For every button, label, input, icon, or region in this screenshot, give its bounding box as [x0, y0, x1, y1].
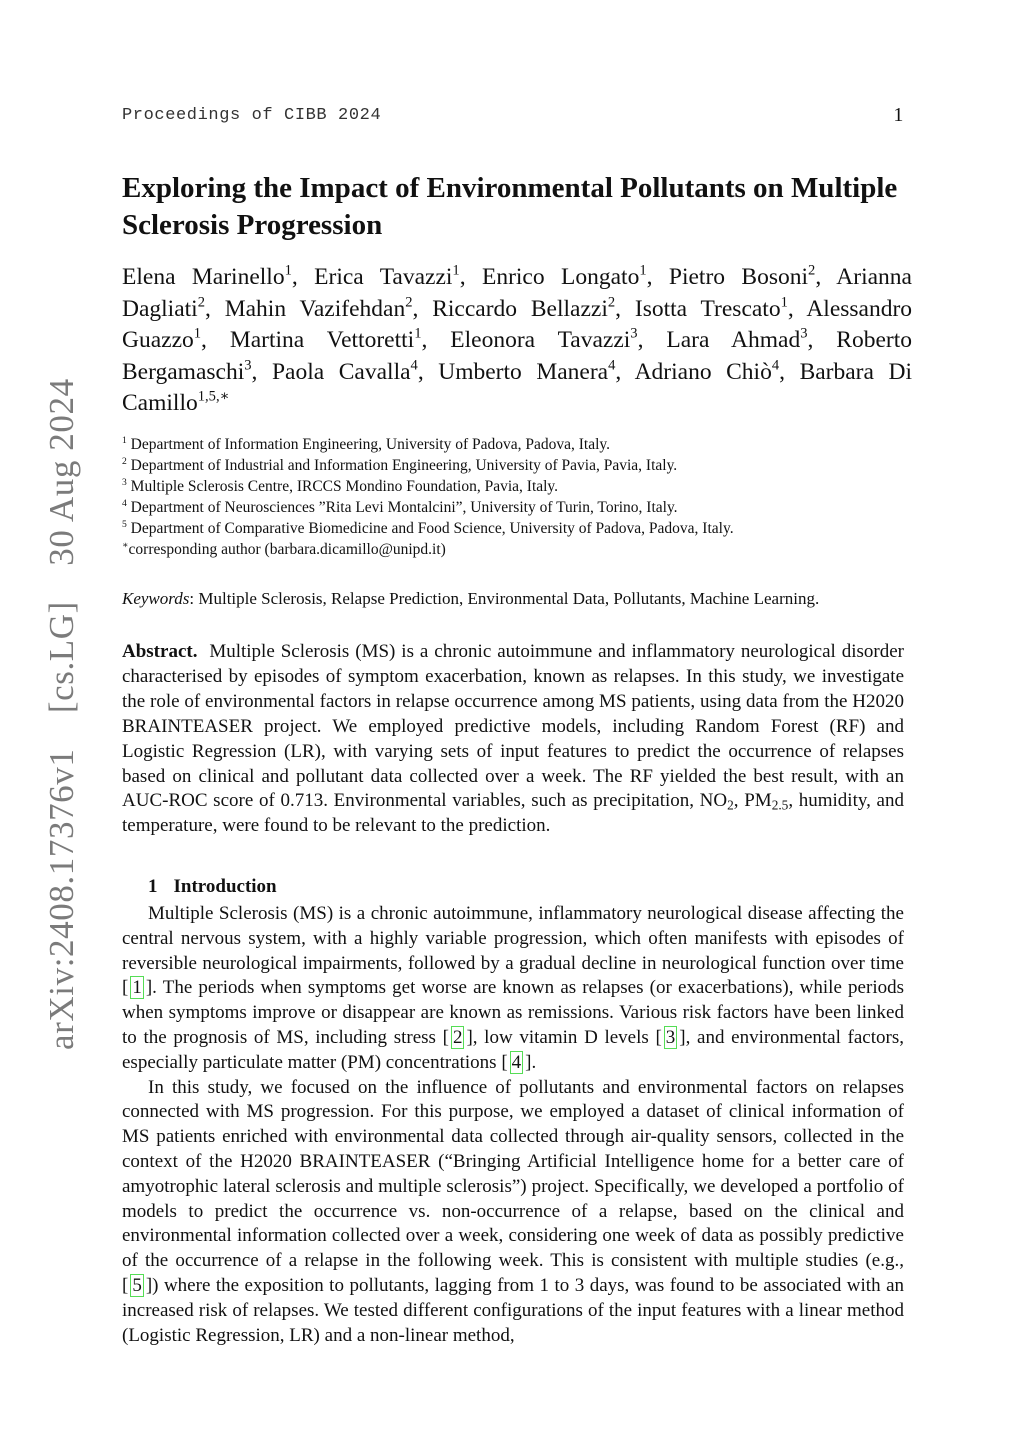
author — [438, 359, 615, 385]
affiliation-marker: 2 — [808, 262, 816, 279]
section-title: Introduction — [173, 876, 277, 897]
abstract-label: Abstract. — [122, 641, 198, 662]
affiliation-mark: ∗ — [122, 539, 129, 551]
affiliation-marker: 3 — [630, 325, 638, 342]
author — [450, 327, 637, 353]
author — [314, 264, 460, 290]
affiliation-marker: 1 — [414, 325, 422, 342]
affiliation-item — [122, 455, 912, 476]
affiliation-marker: 1 — [452, 262, 460, 279]
arxiv-date: 30 Aug 2024 — [42, 378, 81, 566]
keywords-label: Keywords — [122, 589, 190, 608]
abstract — [122, 640, 904, 839]
author-name: Elena Marinello — [122, 264, 285, 290]
paragraph-text: In this study, we focused on the influence of pollutants and environmental factors on relapses connected with MS progression. For this purpose, we employed a dataset of clinical information of MS patients enriched with environmental data collected through air-quality sensors, collected in the context of the H2020 BRAINTEASER (“Bringing Artificial Intelligence home for a better care of amyotrophic lateral sclerosis and multiple sclerosis”) project. Specifically, we developed a portfolio of models to predict the occurrence vs. non-occurrence of a relapse, based on the clinical and environmental information collected over a week, considering one week of data as possibly predictive of the occurrence of a relapse in the following week. This is consistent with multiple studies (e.g., — [122, 1076, 904, 1272]
affiliation-marker: 2 — [197, 294, 205, 311]
author-name: Roberto Bergamaschi — [122, 327, 913, 385]
abstract-text: , PM — [733, 790, 772, 812]
paragraph-text: , and environmental factors, especially particulate matter (PM) concentrations — [122, 1026, 904, 1073]
page-number: 1 — [893, 104, 904, 126]
affiliation-text: Department of Information Engineering, University of Padova, Padova, Italy. — [130, 436, 611, 453]
paragraph-text: Multiple Sclerosis (MS) is a chronic autoimmune, inflammatory neurological disease affecting the central nervous system, with a highly variable progression, which often manifests with episodes of reversible neurological impairments, followed by a gradual decline in neurological function over time — [122, 903, 904, 974]
author-list: Elena Marinello$^1$, Erica Tavazzi$^1$, Enrico Longato$^1$, Pietro Bosoni$^2$, Arianna Dagliati$^2$, Mahin Vazifehdan$^2$, Riccardo Bellazzi$^2$, Isotta Trescato$^1$, Alessandro Guazzo$^1$, Martina Vettoretti$^1$, Eleonora Tavazzi$^3$, Lara Ahmad$^3$, Roberto Bergamaschi$^3$, Paola Cavalla$^4$, Umberto Manera$^4$, Adriano Chiò$^4$, Barbara Di Camillo$^{1,5,∗}$ — [122, 262, 913, 416]
author-name: Barbara Di Camillo — [122, 358, 912, 416]
journal-name: Proceedings of CIBB 2024 — [122, 106, 382, 125]
affiliation-text: Department of Neurosciences ”Rita Levi Montalcini”, University of Turin, Torino, Italy. — [130, 499, 678, 516]
no2-subscript: 2 — [727, 797, 734, 813]
author-name: Lara Ahmad — [666, 327, 801, 353]
author — [225, 296, 413, 322]
author — [635, 296, 788, 322]
affiliation-item — [122, 476, 912, 497]
author — [482, 264, 647, 290]
affiliation-item — [122, 539, 912, 560]
author-name: Isotta Trescato — [634, 295, 781, 322]
affiliation-mark: 5 — [122, 518, 127, 530]
affiliation-item — [122, 497, 912, 518]
affiliation-mark: 2 — [122, 455, 127, 467]
author-name: Alessandro Guazzo — [122, 295, 913, 353]
paper-title: Exploring the Impact of Environmental Pollutants on Multiple Sclerosis Progression — [122, 172, 898, 241]
author-name: Martina Vettoretti — [229, 327, 415, 353]
paragraph-text: ) where the exposition to pollutants, lagging from 1 to 3 days, was found to be associated with an increased risk of relapses. We tested different configurations of the input features with a linear method (Logistic Regression, LR) and a non-linear method, — [122, 1274, 904, 1346]
affiliation-text: Multiple Sclerosis Centre, IRCCS Mondino Foundation, Pavia, Italy. — [130, 478, 559, 495]
arxiv-category: [cs.LG] — [42, 601, 81, 714]
paragraph-text: , low vitamin D levels — [472, 1026, 656, 1048]
arxiv-stamp — [42, 352, 82, 1050]
author-name: Pietro Bosoni — [668, 264, 809, 290]
paragraph: In this study, we focused on the influence of pollutants and environmental factors on relapses connected with MS progression. For this purpose, we employed a dataset of clinical information of MS patients enriched with environmental data collected through air-quality sensors, collected in the context of the H2020 BRAINTEASER (“Bringing Artificial Intelligence home for a better care of amyotrophic lateral sclerosis and multiple sclerosis”) project. Specifically, we developed a portfolio of models to predict the occurrence vs. non-occurrence of a relapse, based on the clinical and environmental information collected over a week, considering one week of data as possibly predictive of the occurrence of a relapse in the following week. This is consistent with multiple studies (e.g., [ 5 ]) where the exposition to pollutants, lagging from 1 to 3 days, was found to be associated with an increased risk of relapses. We tested different configurations of the input features with a linear method (Logistic Regression, LR) and a non-linear method, — [122, 1076, 904, 1346]
author-name: Paola Cavalla — [271, 358, 411, 385]
affiliation-mark: 1 — [122, 434, 127, 446]
affiliation-marker: 1 — [639, 262, 647, 279]
section-number: 1 — [148, 876, 158, 897]
author — [122, 264, 292, 290]
author-name: Eleonora Tavazzi — [450, 327, 631, 353]
author-name: Arianna Dagliati — [122, 264, 912, 322]
citation-link[interactable]: 4 — [511, 1051, 522, 1073]
affiliation-marker: 1,5,∗ — [197, 388, 230, 405]
section-heading — [148, 876, 277, 898]
citation-link[interactable]: 3 — [665, 1026, 676, 1048]
author — [669, 264, 815, 290]
paragraph-text: . — [531, 1051, 537, 1073]
abstract-text: Multiple Sclerosis (MS) is a chronic autoimmune and inflammatory neurological disorder characterised by episodes of symptom exacerbation, known as relapses. In this study, we investigate the role of environmental factors in relapse occurrence among MS patients, using data from the H2020 BRAINTEASER project. We employed predictive models, including Random Forest (RF) and Logistic Regression (LR), with varying sets of input features to predict the occurrence of relapses based on clinical and pollutant data collected over a week. The RF yielded the best result, with an AUC-ROC score of 0.713. Environmental variables, such as precipitation, NO — [122, 641, 904, 812]
citation-link[interactable]: 2 — [452, 1026, 463, 1048]
author — [666, 327, 807, 353]
affiliation-marker: 4 — [608, 357, 616, 374]
keywords: Keywords: Multiple Sclerosis, Relapse Prediction, Environmental Data, Pollutants, Machine Learning. — [122, 589, 820, 608]
affiliation-text: corresponding author (barbara.dicamillo@unipd.it) — [128, 541, 446, 558]
affiliation-marker: 3 — [800, 325, 808, 342]
affiliation-text: Department of Comparative Biomedicine and Food Science, University of Padova, Padova, Italy. — [130, 520, 734, 537]
introduction-body — [122, 902, 904, 1348]
author-name: Enrico Longato — [481, 264, 640, 290]
paragraph: Multiple Sclerosis (MS) is a chronic autoimmune, inflammatory neurological disease affecting the central nervous system, with a highly variable progression, which often manifests with episodes of reversible neurological impairments, followed by a gradual decline in neurological function over time [ 1 ]. The periods when symptoms get worse are known as relapses (or exacerbations), while periods when symptoms improve or disappear are known as remissions. Various risk factors have been linked to the prognosis of MS, including stress [ 2 ], low vitamin D levels [ 3 ], and environmental factors, especially particulate matter (PM) concentrations [ 4 ]. — [122, 903, 904, 1073]
author-name: Riccardo Bellazzi — [432, 295, 608, 322]
affiliation-marker: 1 — [193, 325, 202, 342]
affiliation-item — [122, 518, 912, 539]
abstract-text: , humidity, and temperature, were found to be relevant to the prediction. — [122, 790, 904, 837]
affiliation-item — [122, 434, 912, 455]
paragraph-text: . The periods when symptoms get worse are known as relapses (or exacerbations), while periods when symptoms improve or disappear are known as remissions. Various risk factors have been linked to the prognosis of MS, including stress — [122, 977, 904, 1048]
citation-link[interactable]: 5 — [132, 1274, 142, 1296]
affiliation-marker: 3 — [244, 357, 252, 374]
running-header — [122, 104, 904, 125]
keywords-text: Multiple Sclerosis, Relapse Prediction, Environmental Data, Pollutants, Machine Learning. — [198, 589, 820, 608]
affiliation-text: Department of Industrial and Information Engineering, University of Pavia, Pavia, Italy. — [130, 457, 678, 474]
author-name: Mahin Vazifehdan — [224, 295, 406, 322]
affiliation-marker: 2 — [405, 294, 413, 311]
author-name: Adriano Chiò — [634, 358, 772, 385]
affiliation-marker: 2 — [607, 294, 616, 311]
affiliation-list — [122, 434, 912, 560]
affiliation-marker: 4 — [771, 357, 780, 374]
author — [635, 359, 780, 385]
affiliation-mark: 3 — [122, 476, 127, 488]
affiliation-marker: 1 — [780, 294, 788, 311]
author-name: Erica Tavazzi — [314, 264, 453, 290]
citation-link[interactable]: 1 — [132, 977, 142, 999]
author — [272, 359, 418, 385]
author — [230, 327, 422, 353]
author-name: Umberto Manera — [438, 358, 609, 385]
arxiv-id[interactable]: arXiv:2408.17376v1 — [42, 748, 81, 1050]
affiliation-mark: 4 — [122, 497, 127, 509]
affiliation-marker: 4 — [410, 357, 418, 374]
author — [432, 296, 615, 322]
pm-subscript: 2.5 — [771, 797, 789, 813]
affiliation-marker: 1 — [284, 262, 292, 279]
